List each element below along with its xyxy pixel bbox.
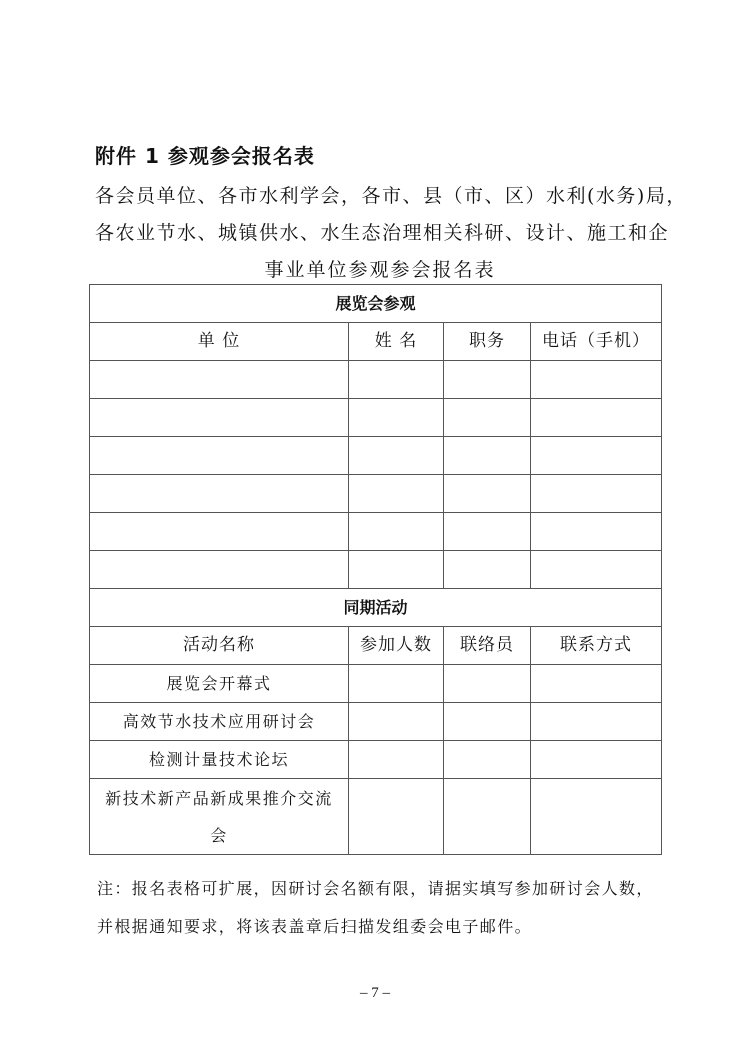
liaison-cell[interactable]	[444, 779, 531, 855]
name-cell[interactable]	[349, 361, 444, 399]
exhibition-row	[90, 361, 662, 399]
activity-name-text: 新技术新产品新成果推介交流会	[105, 788, 333, 845]
participants-cell[interactable]	[349, 665, 444, 703]
activity-name	[90, 779, 349, 855]
exhibition-row	[90, 513, 662, 551]
column-header-position: 职务	[444, 323, 531, 361]
column-header-contact: 联系方式	[531, 627, 662, 665]
activities-header-row	[90, 627, 662, 665]
exhibition-row	[90, 437, 662, 475]
column-header-phone: 电话（手机）	[531, 323, 662, 361]
column-header-liaison: 联络员	[444, 627, 531, 665]
position-cell[interactable]	[444, 475, 531, 513]
participants-cell[interactable]	[349, 779, 444, 855]
column-header-activity-name: 活动名称	[90, 627, 349, 665]
liaison-cell[interactable]	[444, 665, 531, 703]
activity-row	[90, 703, 662, 741]
footnote	[97, 870, 654, 946]
contact-cell[interactable]	[531, 665, 662, 703]
unit-cell[interactable]	[90, 399, 349, 437]
registration-table	[89, 284, 662, 855]
position-cell[interactable]	[444, 399, 531, 437]
intro-text	[95, 178, 687, 289]
liaison-cell[interactable]	[444, 703, 531, 741]
position-cell[interactable]	[444, 437, 531, 475]
activity-row	[90, 779, 662, 855]
activities-section-row	[90, 589, 662, 627]
column-header-name: 姓 名	[349, 323, 444, 361]
attachment-heading: 附件 1 参观参会报名表	[95, 144, 315, 168]
unit-cell[interactable]	[90, 513, 349, 551]
phone-cell[interactable]	[531, 361, 662, 399]
participants-cell[interactable]	[349, 703, 444, 741]
phone-cell[interactable]	[531, 437, 662, 475]
intro-line-1: 各会员单位、各市水利学会，各市、县（市、区）水利(水务)局，	[95, 185, 687, 207]
position-cell[interactable]	[444, 551, 531, 589]
unit-cell[interactable]	[90, 551, 349, 589]
activity-row	[90, 665, 662, 703]
contact-cell[interactable]	[531, 779, 662, 855]
activity-row	[90, 741, 662, 779]
column-header-unit: 单 位	[90, 323, 349, 361]
name-cell[interactable]	[349, 437, 444, 475]
activity-name: 展览会开幕式	[90, 665, 349, 703]
unit-cell[interactable]	[90, 361, 349, 399]
page-number: – 7 –	[360, 985, 390, 1001]
contact-cell[interactable]	[531, 703, 662, 741]
name-cell[interactable]	[349, 399, 444, 437]
footnote-line-2: 并根据通知要求，将该表盖章后扫描发组委会电子邮件。	[97, 917, 533, 936]
exhibition-section-title: 展览会参观	[90, 285, 662, 323]
name-cell[interactable]	[349, 551, 444, 589]
intro-line-2: 各农业节水、城镇供水、水生态治理相关科研、设计、施工和企	[95, 222, 670, 244]
exhibition-row	[90, 475, 662, 513]
activities-section-title: 同期活动	[90, 589, 662, 627]
name-cell[interactable]	[349, 513, 444, 551]
position-cell[interactable]	[444, 361, 531, 399]
form-title: 事业单位参观参会报名表	[264, 259, 496, 281]
footnote-line-1: 注：报名表格可扩展，因研讨会名额有限，请据实填写参加研讨会人数，	[97, 879, 654, 898]
exhibition-section-row	[90, 285, 662, 323]
exhibition-row	[90, 551, 662, 589]
phone-cell[interactable]	[531, 513, 662, 551]
exhibition-row	[90, 399, 662, 437]
phone-cell[interactable]	[531, 475, 662, 513]
activity-name: 检测计量技术论坛	[90, 741, 349, 779]
phone-cell[interactable]	[531, 551, 662, 589]
activity-name: 高效节水技术应用研讨会	[90, 703, 349, 741]
liaison-cell[interactable]	[444, 741, 531, 779]
column-header-participants: 参加人数	[349, 627, 444, 665]
unit-cell[interactable]	[90, 437, 349, 475]
participants-cell[interactable]	[349, 741, 444, 779]
position-cell[interactable]	[444, 513, 531, 551]
contact-cell[interactable]	[531, 741, 662, 779]
name-cell[interactable]	[349, 475, 444, 513]
phone-cell[interactable]	[531, 399, 662, 437]
exhibition-header-row	[90, 323, 662, 361]
unit-cell[interactable]	[90, 475, 349, 513]
